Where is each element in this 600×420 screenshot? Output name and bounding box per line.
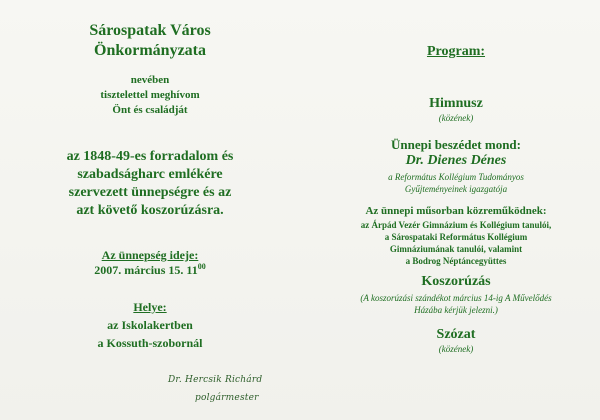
- performers-line: Gimnáziumának tanulói, valamint: [389, 244, 523, 254]
- program-heading: Program:: [426, 44, 486, 59]
- hymn-title: Himnusz: [429, 96, 483, 111]
- signature-name: Dr. Hercsik Richárd: [168, 375, 263, 385]
- speaker-role-line: a Református Kollégium Tudományos: [388, 172, 524, 182]
- date-value-minutes: 00: [197, 262, 206, 271]
- szozat-title: Szózat: [436, 327, 476, 342]
- hymn-note: (közének): [438, 113, 474, 123]
- date-value: [0, 263, 300, 278]
- speaker-role-line: Gyűjteményeinek igazgatója: [404, 184, 508, 194]
- purpose-line: az 1848-49-es forradalom és: [66, 149, 234, 164]
- intro-line: Önt és családját: [112, 104, 188, 116]
- performers-line: a Sárospataki Református Kollégium: [384, 232, 528, 242]
- place-label: Helye:: [133, 300, 167, 314]
- wreath-note-line: (A koszorúzási szándékot március 14-ig A Művelődés: [360, 293, 552, 303]
- performers-line: az Árpád Vezér Gimnázium és Kollégium tanulói,: [360, 220, 552, 230]
- place-line: az Iskolakertben: [107, 318, 193, 332]
- signature-title: polgármester: [195, 393, 259, 403]
- organizer-name-line1: Sárospatak Város: [89, 22, 211, 39]
- performers-title: Az ünnepi műsorban közreműködnek:: [365, 205, 547, 217]
- place-line: a Kossuth-szobornál: [97, 336, 203, 350]
- purpose-line: azt követő koszorúzásra.: [76, 203, 224, 218]
- purpose-line: szervezett ünnepségre és az: [68, 185, 232, 200]
- szozat-note: (közének): [438, 344, 474, 354]
- organizer-name-line2: Önkormányzata: [94, 42, 206, 59]
- wreath-note-line: Házába kérjük jelezni.): [414, 305, 498, 315]
- speech-title: Ünnepi beszédet mond:: [390, 137, 521, 152]
- wreath-title: Koszorúzás: [421, 274, 491, 289]
- date-label: Az ünnepség ideje:: [101, 248, 199, 262]
- intro-line: nevében: [130, 74, 170, 86]
- purpose-line: szabadságharc emlékére: [77, 167, 223, 182]
- date-value-text: 2007. március 15. 11: [94, 263, 198, 277]
- intro-line: tisztelettel meghívom: [100, 89, 200, 101]
- speaker-name: Dr. Dienes Dénes: [405, 153, 507, 168]
- performers-line: a Bodrog Néptáncegyüttes: [405, 256, 507, 266]
